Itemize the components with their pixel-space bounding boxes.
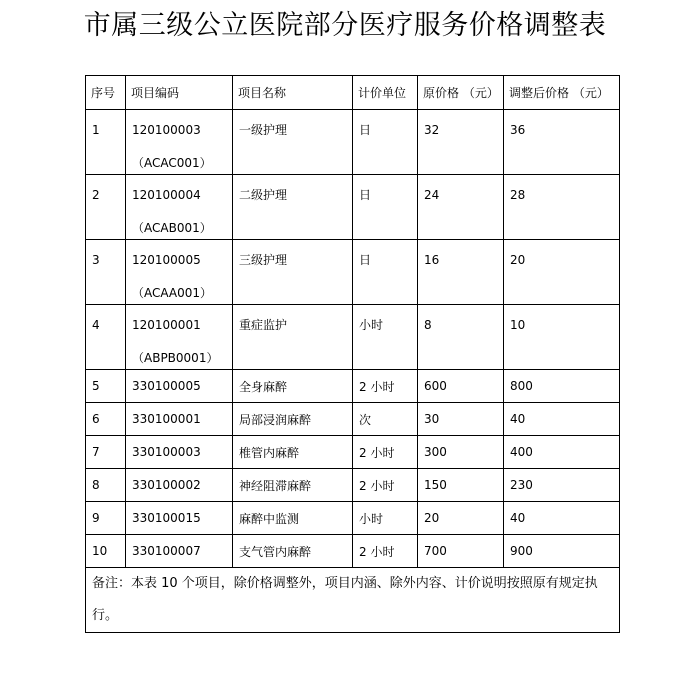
table-row bbox=[86, 403, 620, 436]
cell-unit: 小时 bbox=[353, 305, 418, 370]
cell-code-sub: （ACAA001） bbox=[132, 286, 213, 300]
cell-name: 椎管内麻醉 bbox=[233, 436, 353, 469]
cell-unit: 日 bbox=[353, 175, 418, 240]
cell-name: 一级护理 bbox=[233, 110, 353, 175]
table-row bbox=[86, 502, 620, 535]
cell-no: 6 bbox=[86, 403, 126, 436]
cell-orig-price: 24 bbox=[418, 175, 504, 240]
cell-code: 120100004 （ACAB001） bbox=[126, 175, 233, 240]
cell-no: 10 bbox=[86, 535, 126, 568]
cell-unit: 小时 bbox=[353, 502, 418, 535]
cell-new-price: 20 bbox=[504, 240, 620, 305]
cell-code: 330100001 bbox=[126, 403, 233, 436]
cell-code: 120100003 （ACAC001） bbox=[126, 110, 233, 175]
table-header-row bbox=[86, 76, 620, 110]
cell-code: 330100007 bbox=[126, 535, 233, 568]
cell-new-price: 230 bbox=[504, 469, 620, 502]
cell-orig-price: 700 bbox=[418, 535, 504, 568]
cell-new-price: 36 bbox=[504, 110, 620, 175]
header-cell: 原价格 （元） bbox=[418, 76, 504, 110]
cell-unit: 2 小时 bbox=[353, 370, 418, 403]
header-cell: 计价单位 bbox=[353, 76, 418, 110]
note-row bbox=[86, 568, 620, 633]
cell-code: 120100005 （ACAA001） bbox=[126, 240, 233, 305]
cell-orig-price: 32 bbox=[418, 110, 504, 175]
cell-orig-price: 8 bbox=[418, 305, 504, 370]
table-row bbox=[86, 110, 620, 175]
cell-name: 二级护理 bbox=[233, 175, 353, 240]
table-row bbox=[86, 469, 620, 502]
document-title: 市属三级公立医院部分医疗服务价格调整表 bbox=[83, 10, 607, 41]
cell-new-price: 400 bbox=[504, 436, 620, 469]
cell-name: 三级护理 bbox=[233, 240, 353, 305]
cell-code-sub: （ACAC001） bbox=[132, 156, 212, 170]
cell-new-price: 40 bbox=[504, 502, 620, 535]
cell-orig-price: 300 bbox=[418, 436, 504, 469]
cell-orig-price: 150 bbox=[418, 469, 504, 502]
cell-name: 麻醉中监测 bbox=[233, 502, 353, 535]
cell-code: 330100015 bbox=[126, 502, 233, 535]
table-row bbox=[86, 370, 620, 403]
cell-orig-price: 16 bbox=[418, 240, 504, 305]
header-cell: 序号 bbox=[86, 76, 126, 110]
cell-name: 全身麻醉 bbox=[233, 370, 353, 403]
cell-name: 重症监护 bbox=[233, 305, 353, 370]
price-adjustment-table bbox=[85, 75, 620, 633]
cell-orig-price: 600 bbox=[418, 370, 504, 403]
cell-unit: 2 小时 bbox=[353, 535, 418, 568]
cell-no: 1 bbox=[86, 110, 126, 175]
cell-name: 支气管内麻醉 bbox=[233, 535, 353, 568]
cell-new-price: 40 bbox=[504, 403, 620, 436]
table-row bbox=[86, 535, 620, 568]
table-row bbox=[86, 305, 620, 370]
cell-unit: 2 小时 bbox=[353, 436, 418, 469]
cell-no: 3 bbox=[86, 240, 126, 305]
cell-new-price: 28 bbox=[504, 175, 620, 240]
cell-no: 7 bbox=[86, 436, 126, 469]
table-row bbox=[86, 436, 620, 469]
table-row bbox=[86, 175, 620, 240]
cell-name: 局部浸润麻醉 bbox=[233, 403, 353, 436]
cell-code: 120100001 （ABPB0001） bbox=[126, 305, 233, 370]
cell-new-price: 900 bbox=[504, 535, 620, 568]
cell-unit: 次 bbox=[353, 403, 418, 436]
cell-new-price: 800 bbox=[504, 370, 620, 403]
table-row bbox=[86, 240, 620, 305]
header-cell: 项目编码 bbox=[126, 76, 233, 110]
cell-no: 8 bbox=[86, 469, 126, 502]
cell-code: 330100003 bbox=[126, 436, 233, 469]
cell-code-sub: （ABPB0001） bbox=[132, 351, 219, 365]
header-cell: 项目名称 bbox=[233, 76, 353, 110]
cell-code-sub: （ACAB001） bbox=[132, 221, 212, 235]
cell-new-price: 10 bbox=[504, 305, 620, 370]
cell-name: 神经阻滞麻醉 bbox=[233, 469, 353, 502]
cell-unit: 2 小时 bbox=[353, 469, 418, 502]
cell-unit: 日 bbox=[353, 110, 418, 175]
cell-no: 2 bbox=[86, 175, 126, 240]
cell-code: 330100005 bbox=[126, 370, 233, 403]
cell-no: 9 bbox=[86, 502, 126, 535]
cell-no: 5 bbox=[86, 370, 126, 403]
cell-no: 4 bbox=[86, 305, 126, 370]
table-note: 备注：本表 10 个项目，除价格调整外，项目内涵、除外内容、计价说明按照原有规定执行。 bbox=[86, 568, 620, 633]
cell-unit: 日 bbox=[353, 240, 418, 305]
cell-orig-price: 30 bbox=[418, 403, 504, 436]
header-cell: 调整后价格 （元） bbox=[504, 76, 620, 110]
cell-code: 330100002 bbox=[126, 469, 233, 502]
cell-orig-price: 20 bbox=[418, 502, 504, 535]
